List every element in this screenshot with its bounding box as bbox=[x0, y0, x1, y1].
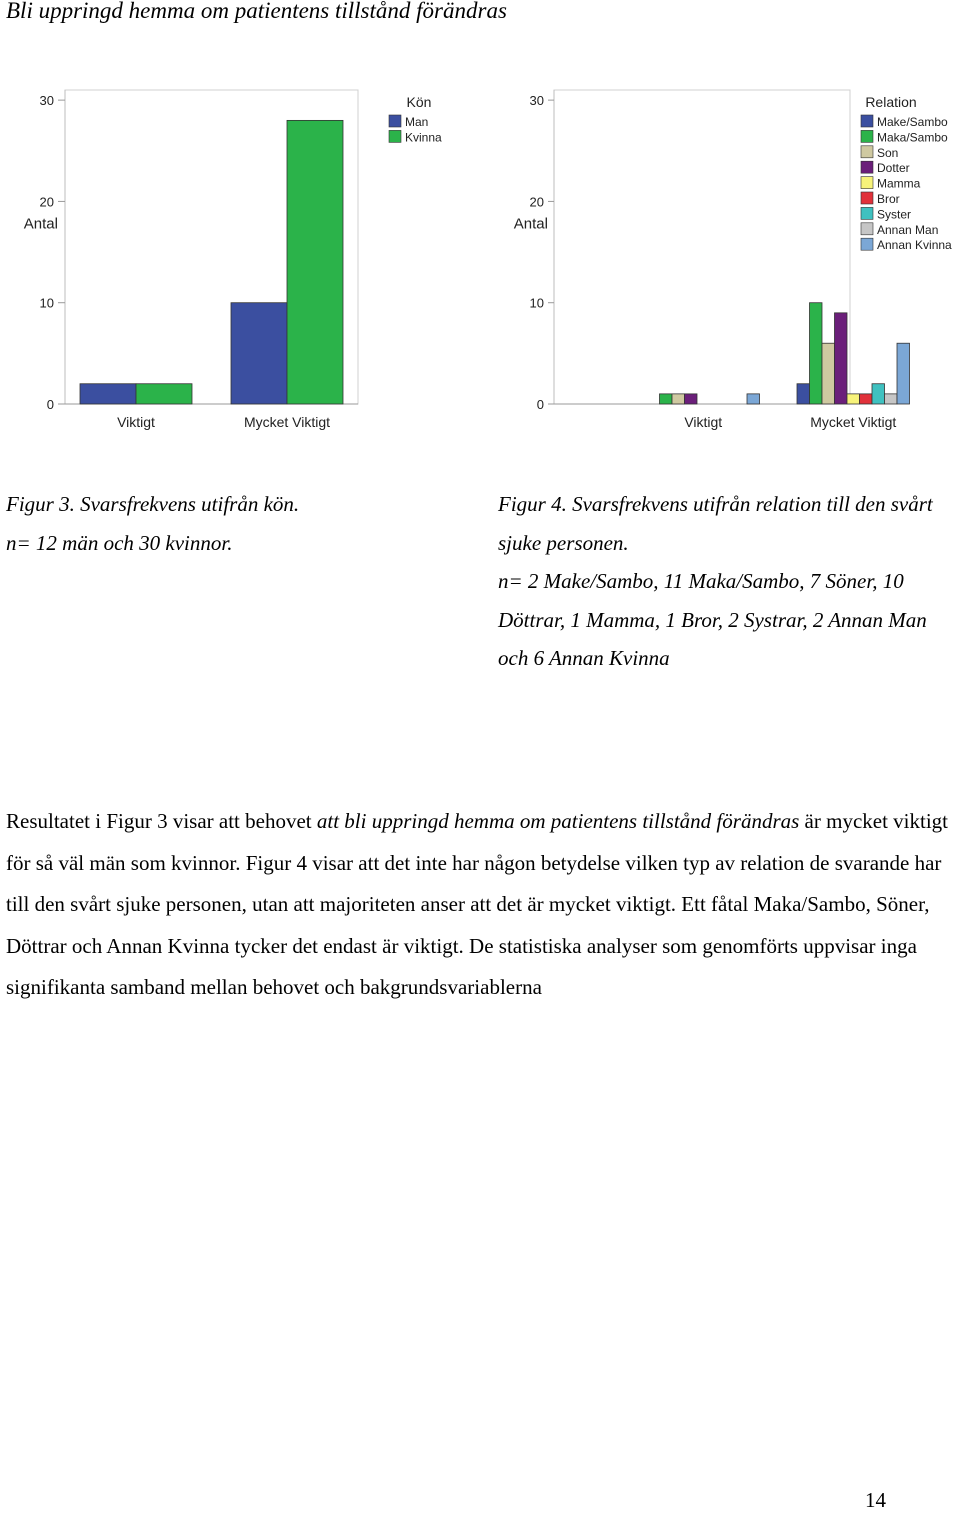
legend-label: Annan Man bbox=[877, 222, 939, 237]
legend-swatch bbox=[861, 192, 873, 204]
bar bbox=[660, 394, 673, 404]
bar bbox=[685, 394, 698, 404]
figure-4-caption-line: Döttrar, 1 Mamma, 1 Bror, 2 Systrar, 2 Annan Man bbox=[498, 607, 927, 632]
page-heading: Bli uppringd hemma om patientens tillstånd förändras bbox=[6, 0, 507, 23]
figure-4-caption-line: sjuke personen. bbox=[498, 530, 629, 555]
figure-4-caption-line: och 6 Annan Kvinna bbox=[498, 646, 670, 670]
y-axis-label: Antal bbox=[513, 215, 548, 233]
page-number: 14 bbox=[865, 1488, 886, 1512]
x-tick-label: Viktigt bbox=[117, 414, 155, 430]
y-tick-label: 30 bbox=[39, 93, 54, 109]
legend-label: Bror bbox=[877, 192, 900, 206]
x-tick-label: Mycket Viktigt bbox=[243, 414, 331, 430]
bar bbox=[897, 343, 910, 404]
bar bbox=[860, 394, 873, 404]
y-tick-label: 30 bbox=[529, 93, 544, 109]
legend-swatch bbox=[861, 177, 873, 189]
figure-4-caption-line: n= 2 Make/Sambo, 11 Maka/Sambo, 7 Söner, 10 bbox=[498, 569, 904, 593]
body-text-emphasis: att bli uppringd hemma om patientens tillstånd förändras bbox=[316, 809, 800, 833]
bar bbox=[885, 394, 898, 404]
legend-label: Annan Kvinna bbox=[877, 238, 952, 253]
bar bbox=[672, 394, 685, 404]
y-tick-label: 20 bbox=[39, 194, 54, 210]
legend-swatch bbox=[389, 115, 401, 127]
legend-label: Make/Sambo bbox=[877, 115, 948, 129]
bar bbox=[872, 384, 885, 404]
bar bbox=[797, 384, 810, 404]
plot-area bbox=[554, 90, 850, 404]
legend-swatch bbox=[861, 223, 873, 235]
bar bbox=[822, 343, 835, 404]
y-tick-label: 0 bbox=[536, 397, 544, 412]
legend-label: Syster bbox=[877, 207, 912, 222]
body-text-part: är mycket viktigt för så väl män som kvinnor. Figur 4 visar att det inte har någon betydelse vilken typ av relation de svarande har till den svårt sjuke personen, utan att majoriteten anser att det är mycket viktigt. Ett fåtal Maka/Sambo, Söner, Döttrar och Annan Kvinna tycker det endast är viktigt. De statistiska analyser som genomförts uppvisar inga signifikanta samband mellan behovet och bakgrundsvariablerna bbox=[6, 809, 949, 999]
bar bbox=[136, 384, 192, 404]
chart-gender bbox=[0, 80, 460, 440]
legend-swatch bbox=[861, 207, 873, 219]
legend-swatch bbox=[861, 238, 873, 250]
legend-label: Mamma bbox=[877, 176, 921, 191]
figure-3-caption-line: Figur 3. Svarsfrekvens utifrån kön. bbox=[6, 492, 300, 516]
legend-swatch bbox=[861, 115, 873, 127]
legend-title: Relation bbox=[865, 94, 917, 110]
bar bbox=[80, 384, 136, 404]
legend-swatch bbox=[389, 130, 401, 142]
bar bbox=[287, 120, 343, 404]
y-tick-label: 20 bbox=[529, 194, 544, 210]
bar bbox=[847, 394, 860, 404]
legend-swatch bbox=[861, 130, 873, 142]
x-tick-label: Viktigt bbox=[684, 414, 723, 430]
legend-label: Kvinna bbox=[405, 130, 442, 145]
figure-4-caption-line: Figur 4. Svarsfrekvens utifrån relation till den svårt bbox=[498, 492, 933, 516]
legend-label: Maka/Sambo bbox=[877, 130, 948, 145]
legend-label: Man bbox=[405, 115, 429, 129]
y-tick-label: 10 bbox=[39, 295, 54, 311]
bar bbox=[747, 394, 760, 404]
x-tick-label: Mycket Viktigt bbox=[810, 414, 897, 430]
body-text-part: Resultatet i Figur 3 visar att behovet bbox=[6, 809, 317, 833]
bar bbox=[231, 303, 287, 404]
body-paragraph bbox=[6, 801, 956, 1009]
bar bbox=[810, 303, 823, 404]
legend-label: Son bbox=[877, 145, 899, 160]
bar bbox=[835, 313, 848, 404]
legend-label: Dotter bbox=[877, 161, 910, 176]
chart-relation bbox=[480, 80, 960, 440]
figure-3-caption-line: n= 12 män och 30 kvinnor. bbox=[6, 530, 233, 555]
legend-title: Kön bbox=[406, 94, 432, 110]
y-tick-label: 10 bbox=[529, 295, 544, 311]
y-tick-label: 0 bbox=[46, 397, 54, 412]
figure-3-caption bbox=[6, 485, 299, 562]
legend-swatch bbox=[861, 161, 873, 173]
y-axis-label: Antal bbox=[23, 215, 58, 233]
figure-4-caption bbox=[498, 485, 933, 678]
legend-swatch bbox=[861, 146, 873, 158]
